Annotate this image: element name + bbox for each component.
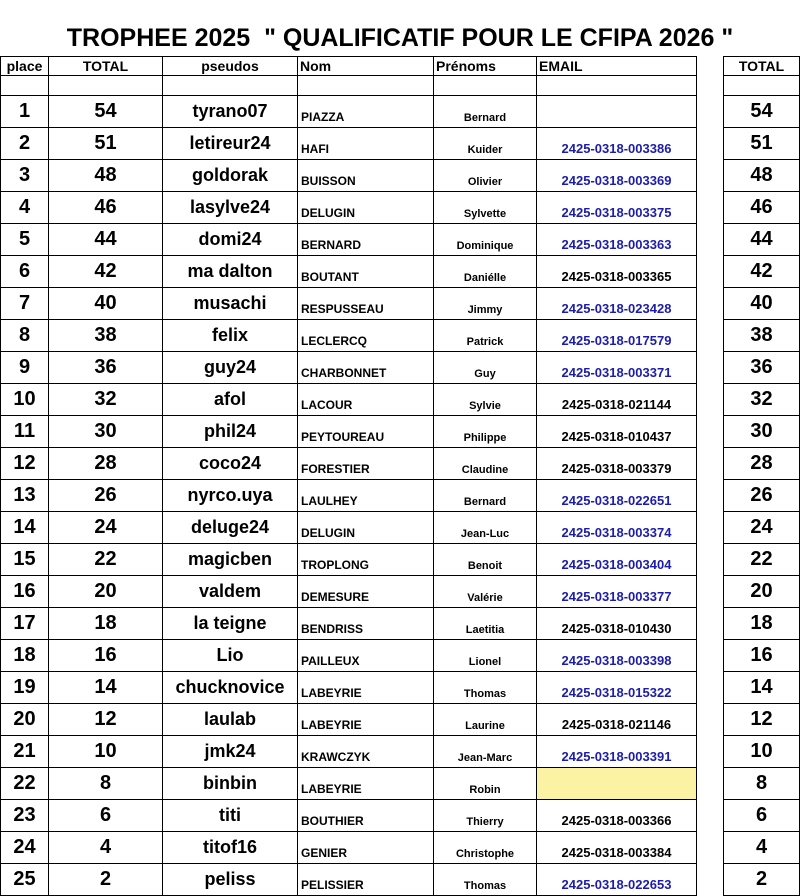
gap-cell — [697, 160, 724, 192]
pseudo-cell: domi24 — [163, 224, 298, 256]
gap-cell — [697, 672, 724, 704]
pseudo-cell: afol — [163, 384, 298, 416]
email-cell: 2425-0318-003369 — [537, 160, 697, 192]
email-cell: 2425-0318-003365 — [537, 256, 697, 288]
email-cell: 2425-0318-003384 — [537, 832, 697, 864]
email-cell: 2425-0318-015322 — [537, 672, 697, 704]
total-right-cell: 32 — [724, 384, 800, 416]
table-row — [1, 192, 800, 224]
total-cell: 2 — [49, 864, 163, 896]
total-cell: 18 — [49, 608, 163, 640]
gap-cell — [697, 768, 724, 800]
total-right-cell: 10 — [724, 736, 800, 768]
place-cell: 13 — [1, 480, 49, 512]
prenom-cell: Kuider — [434, 128, 537, 160]
place-cell: 18 — [1, 640, 49, 672]
total-cell: 26 — [49, 480, 163, 512]
prenom-cell: Guy — [434, 352, 537, 384]
total-cell: 4 — [49, 832, 163, 864]
total-right-cell: 4 — [724, 832, 800, 864]
prenom-cell: Jimmy — [434, 288, 537, 320]
total-cell: 8 — [49, 768, 163, 800]
place-cell: 23 — [1, 800, 49, 832]
place-cell: 5 — [1, 224, 49, 256]
total-right-cell: 48 — [724, 160, 800, 192]
email-cell: 2425-0318-003374 — [537, 512, 697, 544]
gap-cell — [697, 76, 724, 96]
email-cell: 2425-0318-022651 — [537, 480, 697, 512]
table-row — [1, 640, 800, 672]
blank-row — [1, 76, 800, 96]
table-row — [1, 288, 800, 320]
nom-cell: GENIER — [298, 832, 434, 864]
gap-cell — [697, 864, 724, 896]
pseudo-cell: guy24 — [163, 352, 298, 384]
total-cell: 20 — [49, 576, 163, 608]
gap-cell — [697, 832, 724, 864]
table-row — [1, 512, 800, 544]
place-cell: 24 — [1, 832, 49, 864]
total-right-cell: 46 — [724, 192, 800, 224]
total-cell: 42 — [49, 256, 163, 288]
place-cell: 1 — [1, 96, 49, 128]
pseudo-cell: binbin — [163, 768, 298, 800]
header-total: TOTAL — [49, 57, 163, 76]
prenom-cell: Christophe — [434, 832, 537, 864]
ranking-table — [0, 56, 800, 896]
total-right-cell: 24 — [724, 512, 800, 544]
gap-cell — [697, 448, 724, 480]
total-cell: 44 — [49, 224, 163, 256]
total-right-cell: 12 — [724, 704, 800, 736]
header-total-right: TOTAL — [724, 57, 800, 76]
pseudo-cell: felix — [163, 320, 298, 352]
gap-cell — [697, 576, 724, 608]
total-cell: 30 — [49, 416, 163, 448]
gap-cell — [697, 320, 724, 352]
total-right-cell: 36 — [724, 352, 800, 384]
place-cell: 17 — [1, 608, 49, 640]
table-row — [1, 704, 800, 736]
prenom-cell: Thomas — [434, 672, 537, 704]
pseudo-cell: letireur24 — [163, 128, 298, 160]
table-row — [1, 480, 800, 512]
prenom-cell: Jean-Luc — [434, 512, 537, 544]
total-right-cell: 2 — [724, 864, 800, 896]
total-right-cell: 20 — [724, 576, 800, 608]
gap-cell — [697, 736, 724, 768]
gap-cell — [697, 288, 724, 320]
place-cell: 16 — [1, 576, 49, 608]
prenom-cell: Benoit — [434, 544, 537, 576]
email-cell: 2425-0318-021144 — [537, 384, 697, 416]
pseudo-cell: nyrco.uya — [163, 480, 298, 512]
gap-cell — [697, 384, 724, 416]
total-cell: 24 — [49, 512, 163, 544]
total-right-cell: 28 — [724, 448, 800, 480]
total-cell: 10 — [49, 736, 163, 768]
email-cell: 2425-0318-003379 — [537, 448, 697, 480]
place-cell: 21 — [1, 736, 49, 768]
nom-cell: LAULHEY — [298, 480, 434, 512]
gap-cell — [697, 256, 724, 288]
total-cell: 6 — [49, 800, 163, 832]
table-row — [1, 736, 800, 768]
total-right-cell: 22 — [724, 544, 800, 576]
header-nom: Nom — [298, 57, 434, 76]
email-cell: 2425-0318-017579 — [537, 320, 697, 352]
total-cell: 12 — [49, 704, 163, 736]
pseudo-cell: valdem — [163, 576, 298, 608]
table-row — [1, 576, 800, 608]
prenom-cell: Lionel — [434, 640, 537, 672]
email-cell: 2425-0318-003371 — [537, 352, 697, 384]
total-cell: 14 — [49, 672, 163, 704]
table-row — [1, 448, 800, 480]
nom-cell: LECLERCQ — [298, 320, 434, 352]
gap-cell — [697, 512, 724, 544]
table-row — [1, 832, 800, 864]
email-cell — [537, 96, 697, 128]
total-cell: 40 — [49, 288, 163, 320]
place-cell: 8 — [1, 320, 49, 352]
email-cell: 2425-0318-010437 — [537, 416, 697, 448]
prenom-cell: Bernard — [434, 480, 537, 512]
email-cell: 2425-0318-021146 — [537, 704, 697, 736]
total-right-cell: 26 — [724, 480, 800, 512]
blank-cell — [298, 76, 434, 96]
table-row — [1, 352, 800, 384]
table-row — [1, 800, 800, 832]
place-cell: 15 — [1, 544, 49, 576]
blank-cell — [724, 76, 800, 96]
table-row — [1, 384, 800, 416]
place-cell: 4 — [1, 192, 49, 224]
table-row — [1, 320, 800, 352]
table-row — [1, 416, 800, 448]
prenom-cell: Laetitia — [434, 608, 537, 640]
prenom-cell: Sylvette — [434, 192, 537, 224]
prenom-cell: Valérie — [434, 576, 537, 608]
email-cell: 2425-0318-022653 — [537, 864, 697, 896]
place-cell: 3 — [1, 160, 49, 192]
place-cell: 9 — [1, 352, 49, 384]
place-cell: 10 — [1, 384, 49, 416]
pseudo-cell: musachi — [163, 288, 298, 320]
total-cell: 54 — [49, 96, 163, 128]
place-cell: 14 — [1, 512, 49, 544]
gap-cell — [697, 704, 724, 736]
pseudo-cell: Lio — [163, 640, 298, 672]
gap-cell — [697, 608, 724, 640]
pseudo-cell: lasylve24 — [163, 192, 298, 224]
prenom-cell: Robin — [434, 768, 537, 800]
place-cell: 7 — [1, 288, 49, 320]
place-cell: 6 — [1, 256, 49, 288]
prenom-cell: Thomas — [434, 864, 537, 896]
nom-cell: PIAZZA — [298, 96, 434, 128]
nom-cell: BUISSON — [298, 160, 434, 192]
nom-cell: PAILLEUX — [298, 640, 434, 672]
blank-cell — [49, 76, 163, 96]
nom-cell: LABEYRIE — [298, 768, 434, 800]
prenom-cell: Olivier — [434, 160, 537, 192]
pseudo-cell: coco24 — [163, 448, 298, 480]
nom-cell: LABEYRIE — [298, 672, 434, 704]
total-cell: 28 — [49, 448, 163, 480]
prenom-cell: Bernard — [434, 96, 537, 128]
total-right-cell: 42 — [724, 256, 800, 288]
place-cell: 22 — [1, 768, 49, 800]
nom-cell: LABEYRIE — [298, 704, 434, 736]
email-cell: 2425-0318-010430 — [537, 608, 697, 640]
pseudo-cell: phil24 — [163, 416, 298, 448]
pseudo-cell: laulab — [163, 704, 298, 736]
gap-cell — [697, 544, 724, 576]
nom-cell: PEYTOUREAU — [298, 416, 434, 448]
pseudo-cell: ma dalton — [163, 256, 298, 288]
total-cell: 16 — [49, 640, 163, 672]
gap-cell — [697, 192, 724, 224]
gap-cell — [697, 96, 724, 128]
nom-cell: LACOUR — [298, 384, 434, 416]
total-right-cell: 6 — [724, 800, 800, 832]
prenom-cell: Laurine — [434, 704, 537, 736]
prenom-cell: Patrick — [434, 320, 537, 352]
nom-cell: BOUTHIER — [298, 800, 434, 832]
nom-cell: TROPLONG — [298, 544, 434, 576]
table-row — [1, 256, 800, 288]
email-cell — [537, 768, 697, 800]
total-cell: 46 — [49, 192, 163, 224]
prenom-cell: Claudine — [434, 448, 537, 480]
blank-cell — [163, 76, 298, 96]
nom-cell: BERNARD — [298, 224, 434, 256]
prenom-cell: Sylvie — [434, 384, 537, 416]
total-right-cell: 44 — [724, 224, 800, 256]
email-cell: 2425-0318-003391 — [537, 736, 697, 768]
place-cell: 11 — [1, 416, 49, 448]
header-pseudo: pseudos — [163, 57, 298, 76]
nom-cell: FORESTIER — [298, 448, 434, 480]
nom-cell: KRAWCZYK — [298, 736, 434, 768]
pseudo-cell: jmk24 — [163, 736, 298, 768]
nom-cell: PELISSIER — [298, 864, 434, 896]
nom-cell: BOUTANT — [298, 256, 434, 288]
total-right-cell: 51 — [724, 128, 800, 160]
place-cell: 20 — [1, 704, 49, 736]
gap-cell — [697, 800, 724, 832]
place-cell: 25 — [1, 864, 49, 896]
nom-cell: BENDRISS — [298, 608, 434, 640]
total-right-cell: 40 — [724, 288, 800, 320]
gap-cell — [697, 128, 724, 160]
blank-cell — [1, 76, 49, 96]
total-cell: 51 — [49, 128, 163, 160]
pseudo-cell: titi — [163, 800, 298, 832]
table-row — [1, 96, 800, 128]
gap-cell — [697, 640, 724, 672]
prenom-cell: Philippe — [434, 416, 537, 448]
total-right-cell: 30 — [724, 416, 800, 448]
header-prenom: Prénoms — [434, 57, 537, 76]
email-cell: 2425-0318-003363 — [537, 224, 697, 256]
pseudo-cell: la teigne — [163, 608, 298, 640]
total-cell: 22 — [49, 544, 163, 576]
email-cell: 2425-0318-003398 — [537, 640, 697, 672]
prenom-cell: Jean-Marc — [434, 736, 537, 768]
prenom-cell: Dominique — [434, 224, 537, 256]
total-right-cell: 16 — [724, 640, 800, 672]
pseudo-cell: chucknovice — [163, 672, 298, 704]
table-row — [1, 672, 800, 704]
table-row — [1, 608, 800, 640]
place-cell: 19 — [1, 672, 49, 704]
table-row — [1, 544, 800, 576]
nom-cell: DELUGIN — [298, 192, 434, 224]
total-cell: 36 — [49, 352, 163, 384]
pseudo-cell: titof16 — [163, 832, 298, 864]
header-place: place — [1, 57, 49, 76]
email-cell: 2425-0318-003386 — [537, 128, 697, 160]
pseudo-cell: deluge24 — [163, 512, 298, 544]
nom-cell: HAFI — [298, 128, 434, 160]
place-cell: 2 — [1, 128, 49, 160]
pseudo-cell: magicben — [163, 544, 298, 576]
total-right-cell: 38 — [724, 320, 800, 352]
table-row — [1, 864, 800, 896]
total-right-cell: 54 — [724, 96, 800, 128]
nom-cell: RESPUSSEAU — [298, 288, 434, 320]
pseudo-cell: tyrano07 — [163, 96, 298, 128]
table-row — [1, 128, 800, 160]
place-cell: 12 — [1, 448, 49, 480]
email-cell: 2425-0318-003377 — [537, 576, 697, 608]
total-right-cell: 8 — [724, 768, 800, 800]
nom-cell: CHARBONNET — [298, 352, 434, 384]
pseudo-cell: goldorak — [163, 160, 298, 192]
table-row — [1, 224, 800, 256]
prenom-cell: Daniélle — [434, 256, 537, 288]
gap-cell — [697, 480, 724, 512]
page-title: TROPHEE 2025 " QUALIFICATIF POUR LE CFIPA 2026 " — [66, 24, 734, 52]
total-cell: 48 — [49, 160, 163, 192]
header-email: EMAIL — [537, 57, 697, 76]
gap-cell — [697, 352, 724, 384]
table-row — [1, 768, 800, 800]
prenom-cell: Thierry — [434, 800, 537, 832]
email-cell: 2425-0318-003375 — [537, 192, 697, 224]
total-cell: 32 — [49, 384, 163, 416]
email-cell: 2425-0318-003404 — [537, 544, 697, 576]
email-cell: 2425-0318-003366 — [537, 800, 697, 832]
nom-cell: DEMESURE — [298, 576, 434, 608]
total-cell: 38 — [49, 320, 163, 352]
table-row — [1, 160, 800, 192]
nom-cell: DELUGIN — [298, 512, 434, 544]
gap-cell — [697, 57, 724, 76]
email-cell: 2425-0318-023428 — [537, 288, 697, 320]
blank-cell — [537, 76, 697, 96]
gap-cell — [697, 224, 724, 256]
total-right-cell: 18 — [724, 608, 800, 640]
gap-cell — [697, 416, 724, 448]
header-row — [1, 57, 800, 76]
pseudo-cell: peliss — [163, 864, 298, 896]
blank-cell — [434, 76, 537, 96]
total-right-cell: 14 — [724, 672, 800, 704]
